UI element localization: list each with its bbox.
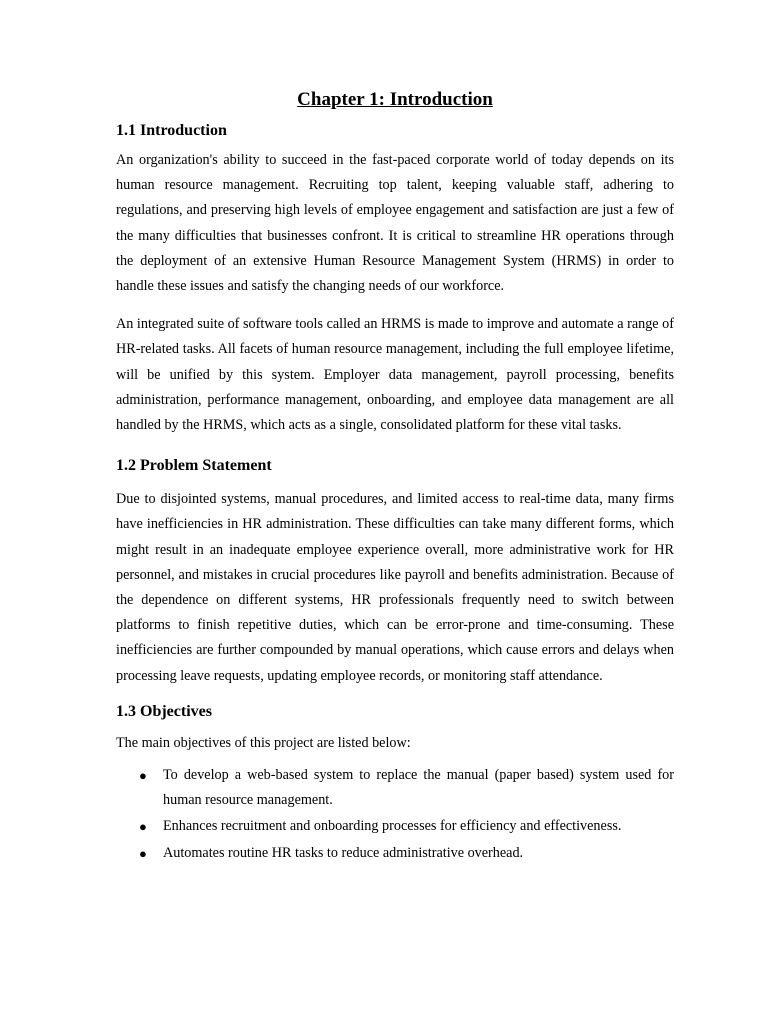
section-number: 1.2 xyxy=(116,457,136,475)
objectives-intro: The main objectives of this project are listed below: xyxy=(116,734,411,751)
section-heading-problem-statement xyxy=(116,455,674,477)
list-item xyxy=(116,763,674,813)
bullet-icon: ● xyxy=(139,819,147,835)
section-title: Introduction xyxy=(140,122,227,139)
section-heading-introduction xyxy=(116,120,674,142)
chapter-title: Chapter 1: Introduction xyxy=(297,89,493,110)
list-item-text: Automates routine HR tasks to reduce administrative overhead. xyxy=(163,844,524,861)
list-item-text: Enhances recruitment and onboarding processes for efficiency and effectiveness. xyxy=(163,818,622,835)
paragraph: Due to disjointed systems, manual procedures, and limited access to real-time data, many firms have inefficiencies in HR administration. These difficulties can take many different forms, which might result in an inadequate employee experience overall, more administrative work for HR personnel, and mistakes in crucial procedures like payroll and benefits administration. Because of the dependence on different systems, HR professionals frequently need to switch between platforms to finish repetitive duties, which can be error-prone and time-consuming. These inefficiencies are further compounded by manual operations, which cause errors and delays when processing leave requests, updating employee records, or monitoring staff attendance. xyxy=(116,491,674,684)
bullet-icon: ● xyxy=(139,845,147,861)
section-heading-objectives xyxy=(116,701,674,723)
section-title: Problem Statement xyxy=(140,457,272,475)
bullet-icon: ● xyxy=(139,768,147,784)
section-number: 1.3 xyxy=(116,702,136,720)
section-title: Objectives xyxy=(140,702,212,720)
list-item xyxy=(116,814,674,839)
paragraph: An integrated suite of software tools called an HRMS is made to improve and automate a range of HR-related tasks. All facets of human resource management, including the full employee lifetime, will be unified by this system. Employer data management, payroll processing, benefits administration, performance management, onboarding, and employee data management are all handled by the HRMS, which acts as a single, consolidated platform for these vital tasks. xyxy=(116,316,674,434)
list-item xyxy=(116,841,674,866)
objectives-list xyxy=(116,763,674,866)
list-item-text: To develop a web-based system to replace the manual (paper based) system used for human resource management. xyxy=(163,767,674,809)
paragraph: An organization's ability to succeed in the fast-paced corporate world of today depends on its human resource management. Recruiting top talent, keeping valuable staff, adhering to regulations, and preserving high levels of employee engagement and satisfaction are just a few of the many difficulties that businesses confront. It is critical to streamline HR operations through the deployment of an extensive Human Resource Management System (HRMS) in order to handle these issues and satisfy the changing needs of our workforce. xyxy=(116,152,674,295)
section-number: 1.1 xyxy=(116,122,136,139)
document-page xyxy=(116,88,674,867)
